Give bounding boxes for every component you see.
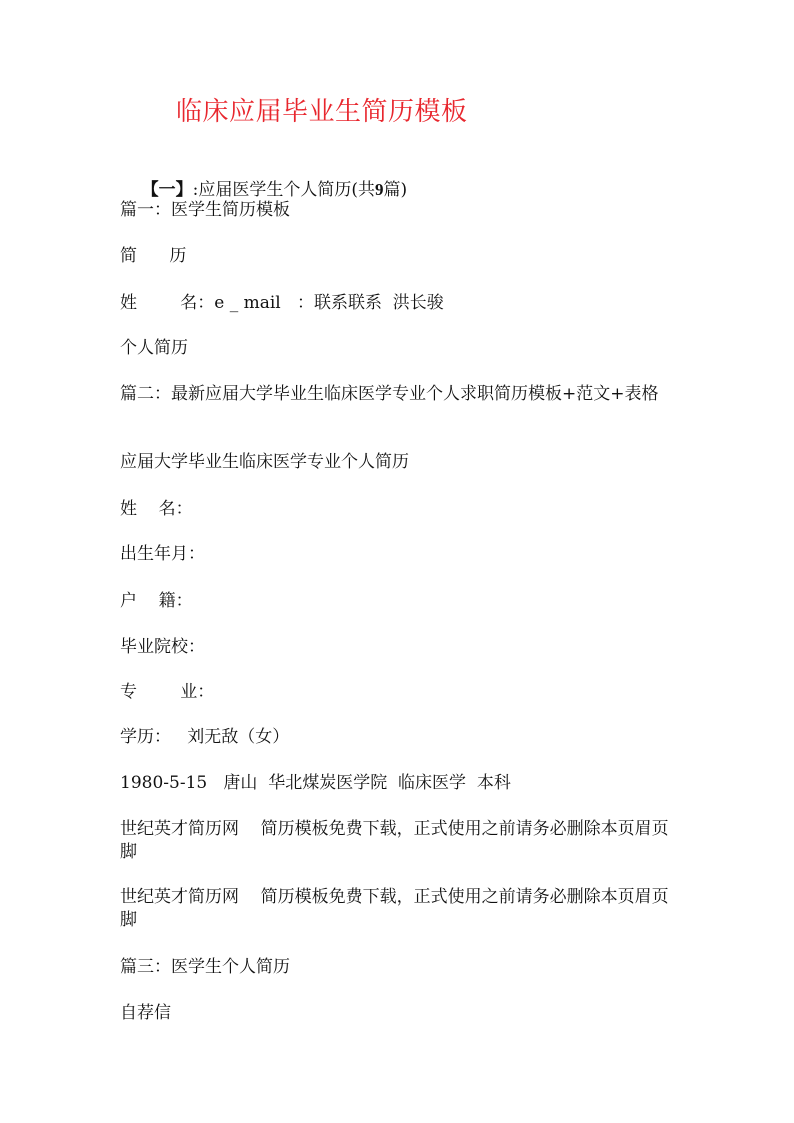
document-title: 临床应届毕业生简历模板 [176, 97, 468, 127]
line-article-3: 篇三：医学生个人简历 [120, 957, 290, 977]
line-footer-note-2: 世纪英才简历网 简历模板免费下载，正式使用之前请务必删除本页眉页脚 [120, 887, 669, 930]
line-article-1: 篇一：医学生简历模板 [120, 200, 290, 220]
line-article-2: 篇二：最新应届大学毕业生临床医学专业个人求职简历模板+范文+表格 [120, 384, 659, 404]
line-major-field: 专 业： [120, 682, 215, 702]
section-bracket-label: 【一】 [141, 180, 193, 200]
section-heading-suffix: 篇) [383, 180, 408, 200]
line-birthdate-field: 出生年月： [120, 544, 205, 564]
line-personal-resume: 个人简历 [120, 338, 188, 358]
line-cover-letter: 自荐信 [120, 1003, 171, 1023]
line-name-email: 姓 名：e _ mail ：联系联系 洪长骏 [120, 293, 444, 313]
section-count: 9 [375, 180, 384, 199]
line-education-field: 学历： 刘无敌（女） [120, 727, 290, 747]
line-footer-note-1: 世纪英才简历网 简历模板免费下载，正式使用之前请务必删除本页眉页脚 [120, 819, 669, 862]
line-resume-title: 应届大学毕业生临床医学专业个人简历 [120, 452, 409, 472]
line-hukou-field: 户 籍： [120, 591, 193, 611]
line-school-field: 毕业院校： [120, 637, 205, 657]
section-heading-text: :应届医学生个人简历(共 [192, 180, 375, 200]
line-details: 1980-5-15 唐山 华北煤炭医学院 临床医学 本科 [120, 773, 511, 793]
line-resume-heading: 简 历 [120, 246, 187, 266]
line-name-field: 姓 名： [120, 499, 193, 519]
